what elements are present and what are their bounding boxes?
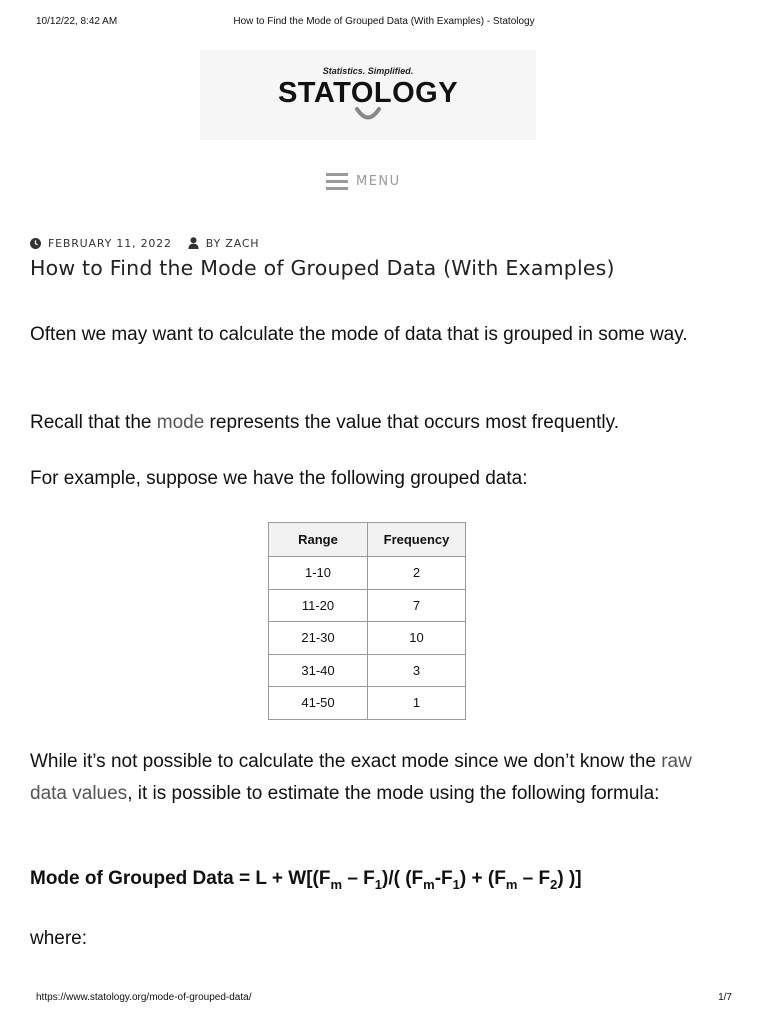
frequency-cell: 3: [368, 654, 466, 687]
print-footer: [36, 992, 732, 1006]
mode-formula: [30, 868, 582, 890]
formula-part: Mode of Grouped Data = L + W[(F: [30, 868, 331, 889]
range-cell: 11-20: [269, 589, 368, 622]
column-header-frequency: Frequency: [368, 523, 466, 557]
raw-data-values-link[interactable]: raw data values: [30, 751, 692, 804]
grouped-data-table: [268, 522, 466, 720]
formula-part: – F: [342, 868, 375, 889]
post-author[interactable]: BY ZACH: [205, 236, 260, 250]
range-cell: 1-10: [269, 557, 368, 590]
formula-part: )/( (F: [382, 868, 424, 889]
logo-brand: STATOLOGY: [277, 77, 459, 109]
recall-text-before: Recall that the: [30, 412, 157, 433]
table-row: [269, 622, 466, 655]
paragraph-where: where:: [30, 928, 88, 949]
hamburger-icon: [326, 172, 348, 190]
formula-subscript: 1: [452, 876, 460, 892]
clock-icon: [30, 238, 41, 249]
frequency-cell: 1: [368, 687, 466, 720]
formula-part: -F: [434, 868, 453, 889]
table-row: [269, 557, 466, 590]
table-header-row: [269, 523, 466, 557]
formula-subscript: m: [423, 876, 435, 892]
frequency-cell: 7: [368, 589, 466, 622]
range-cell: 21-30: [269, 622, 368, 655]
range-cell: 41-50: [269, 687, 368, 720]
print-date: 10/12/22, 8:42 AM: [36, 16, 118, 27]
column-header-range: Range: [269, 523, 368, 557]
menu-label: MENU: [356, 173, 401, 189]
paragraph-estimate: [30, 746, 720, 810]
post-meta: [30, 235, 259, 251]
page-number: 1/7: [718, 992, 732, 1003]
print-title: How to Find the Mode of Grouped Data (With Examples) - Statology: [233, 16, 535, 27]
print-url: https://www.statology.org/mode-of-grouped-data/: [36, 992, 252, 1003]
table-row: [269, 687, 466, 720]
formula-subscript: 1: [374, 876, 383, 892]
formula-part: – F: [517, 868, 551, 889]
menu-button[interactable]: [326, 171, 401, 191]
recall-text-after: represents the value that occurs most frequently.: [204, 412, 619, 433]
mode-link[interactable]: mode: [156, 412, 205, 433]
estimate-text-after: , it is possible to estimate the mode using the following formula:: [127, 783, 660, 804]
logo-smile-icon: [353, 106, 383, 126]
site-logo[interactable]: [200, 50, 536, 140]
formula-subscript: m: [330, 876, 343, 892]
post-title: How to Find the Mode of Grouped Data (With Examples): [30, 256, 615, 280]
formula-part: ) )]: [557, 868, 582, 889]
print-header: [36, 16, 732, 30]
paragraph-recall: [30, 407, 720, 439]
formula-part: ) + (F: [459, 868, 506, 889]
frequency-cell: 2: [368, 557, 466, 590]
user-icon: [188, 237, 199, 249]
logo-tagline: Statistics. Simplified.: [322, 66, 414, 76]
paragraph-intro: Often we may want to calculate the mode of data that is grouped in some way.: [30, 324, 688, 345]
estimate-text-before: While it’s not possible to calculate the exact mode since we don’t know the: [30, 751, 662, 772]
paragraph-example: For example, suppose we have the following grouped data:: [30, 468, 528, 489]
frequency-cell: 10: [368, 622, 466, 655]
formula-subscript: m: [505, 876, 518, 892]
formula-subscript: 2: [550, 876, 558, 892]
table-row: [269, 654, 466, 687]
table-row: [269, 589, 466, 622]
range-cell: 31-40: [269, 654, 368, 687]
post-date[interactable]: FEBRUARY 11, 2022: [48, 236, 172, 250]
